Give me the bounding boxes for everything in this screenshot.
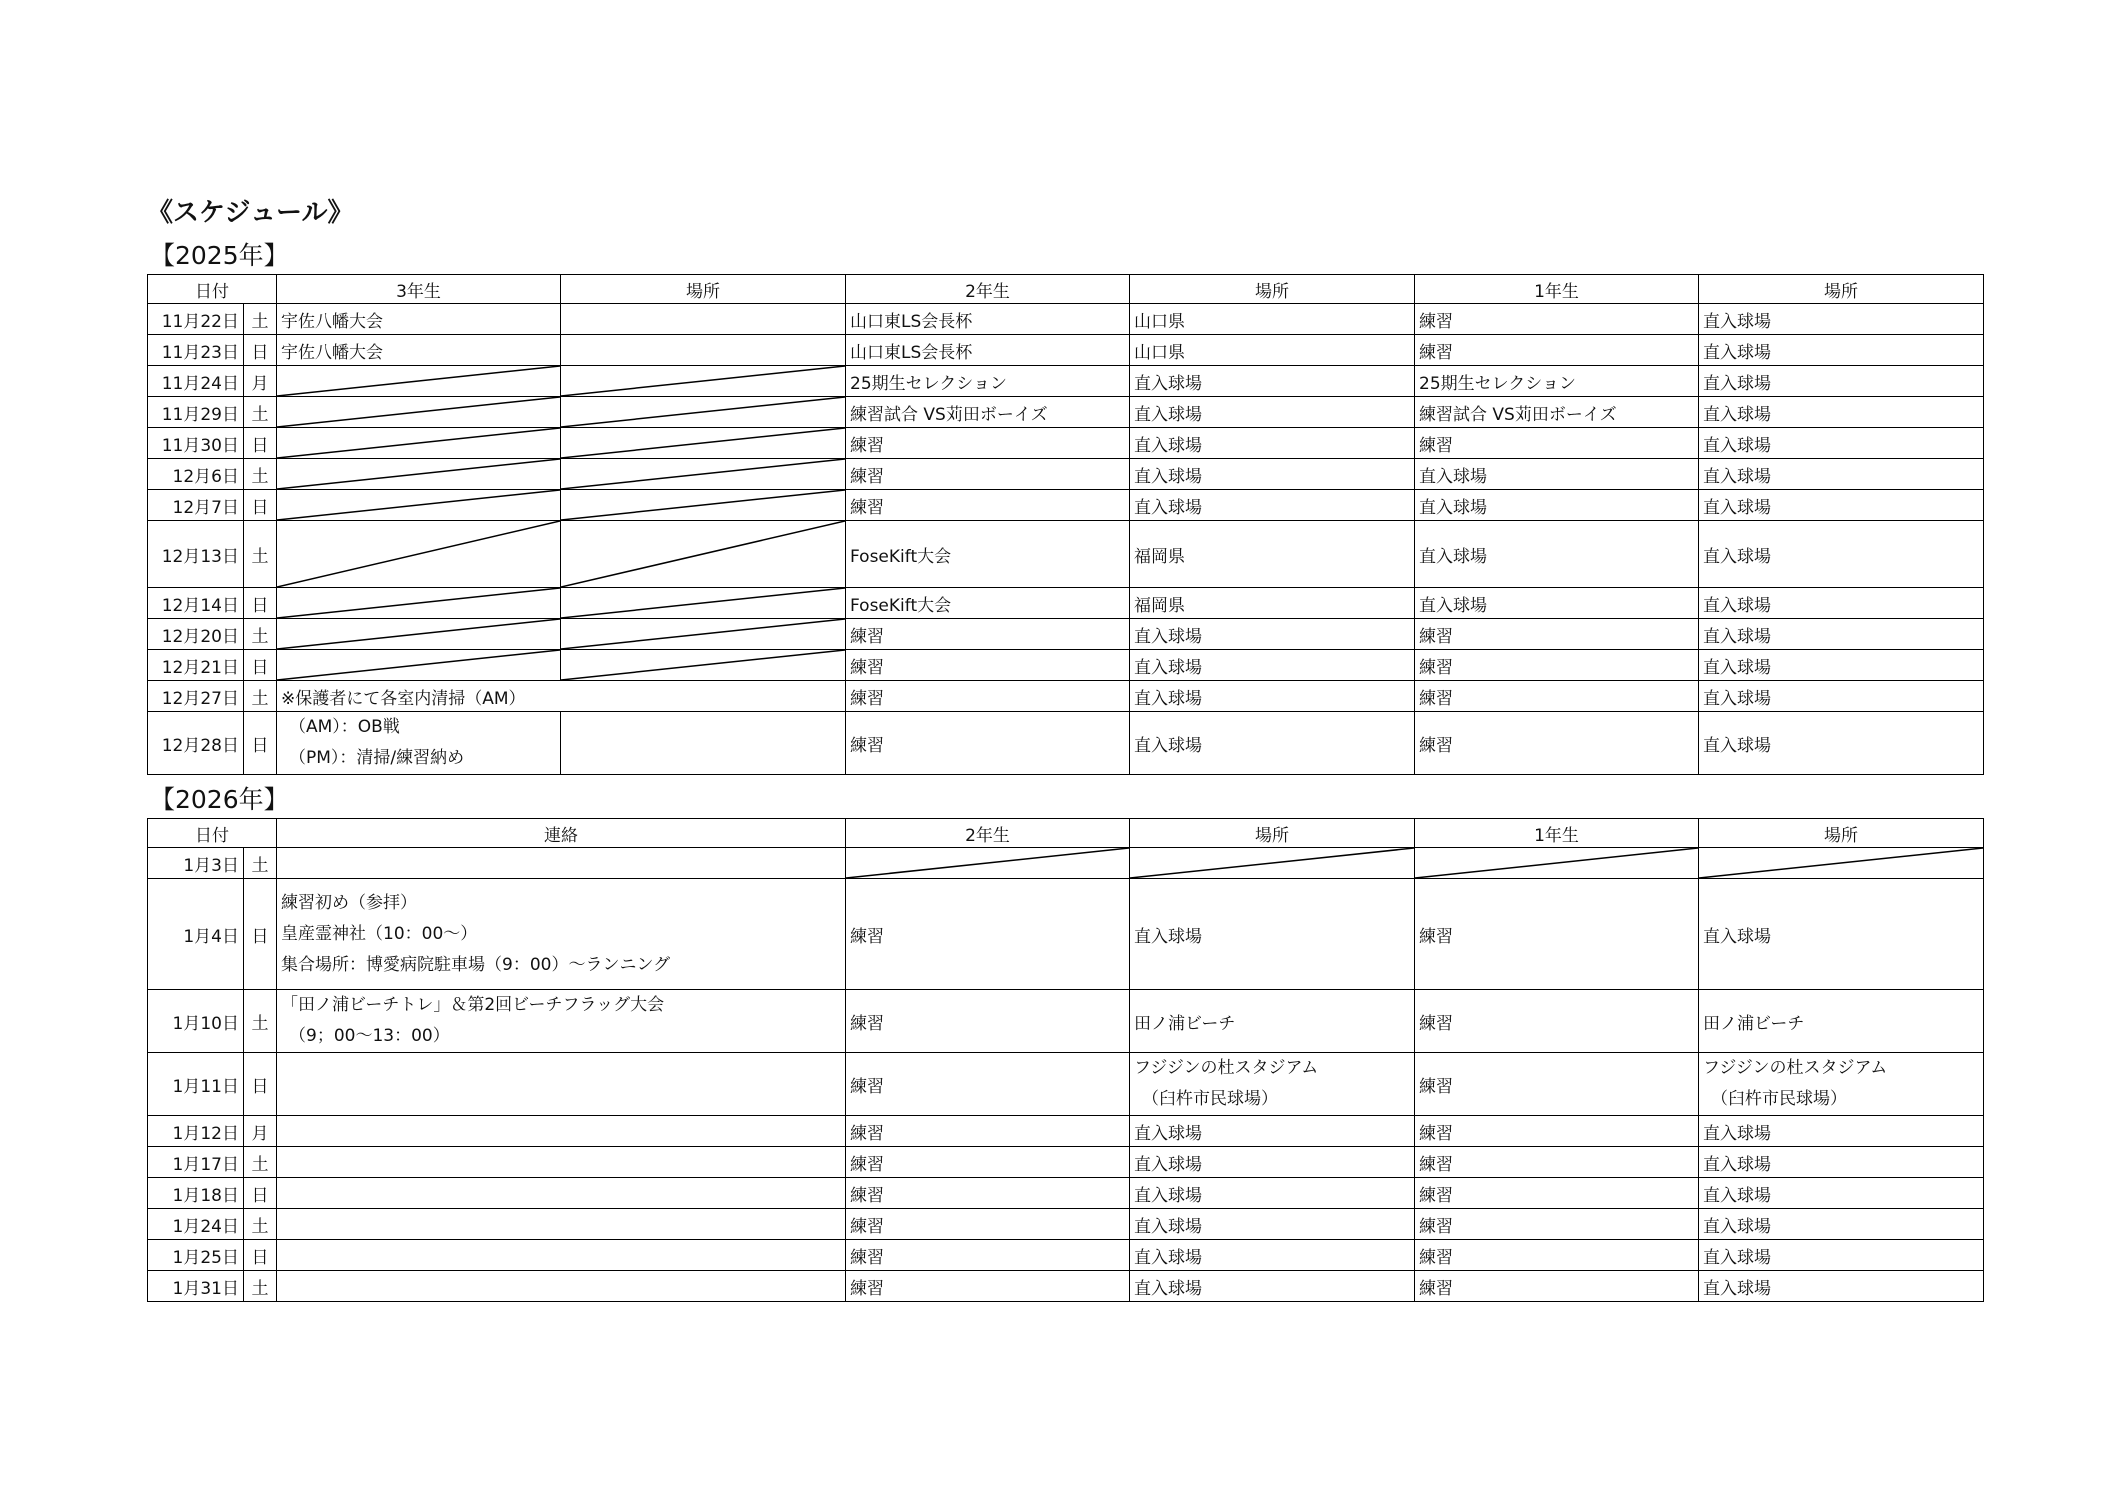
place-line: （臼杵市民球場） xyxy=(1711,1089,1847,1109)
grade2-cell: 練習 xyxy=(846,650,1130,681)
renraku-cell xyxy=(277,848,846,879)
grade2-cell: 練習 xyxy=(846,1240,1130,1271)
grade2-cell: 練習 xyxy=(846,681,1130,712)
table-row xyxy=(148,397,1984,428)
grade1-place-cell: 直入球場 xyxy=(1699,879,1984,990)
date-cell: 1月12日 xyxy=(148,1116,244,1147)
grade2-place-cell: 直入球場 xyxy=(1130,490,1415,521)
grade2-place-cell: 直入球場 xyxy=(1130,1147,1415,1178)
table-row xyxy=(148,521,1984,588)
grade2-place-cell: 直入球場 xyxy=(1130,1271,1415,1302)
date-cell: 12月14日 xyxy=(148,588,244,619)
grade2-place-cell: 直入球場 xyxy=(1130,712,1415,775)
grade2-place-cell: 直入球場 xyxy=(1130,1240,1415,1271)
grade1-cell: 練習試合 VS苅田ボーイズ xyxy=(1415,397,1699,428)
weekday-cell: 日 xyxy=(244,588,277,619)
date-cell: 12月28日 xyxy=(148,712,244,775)
date-cell: 12月20日 xyxy=(148,619,244,650)
grade1-cell: 直入球場 xyxy=(1415,490,1699,521)
grade1-cell: 直入球場 xyxy=(1415,521,1699,588)
date-cell: 11月30日 xyxy=(148,428,244,459)
grade1-place-cell: 直入球場 xyxy=(1699,588,1984,619)
grade3-place-cell xyxy=(561,712,846,775)
renraku-cell xyxy=(277,1240,846,1271)
renraku-cell xyxy=(277,990,846,1053)
grade1-place-cell: 直入球場 xyxy=(1699,397,1984,428)
renraku-cell xyxy=(277,879,846,990)
grade3-cell: 宇佐八幡大会 xyxy=(277,335,561,366)
grade1-place-cell: 直入球場 xyxy=(1699,619,1984,650)
renraku-line: 集合場所：博愛病院駐車場（9：00）〜ランニング xyxy=(281,954,671,975)
grade2-place-cell: 直入球場 xyxy=(1130,459,1415,490)
date-cell: 1月17日 xyxy=(148,1147,244,1178)
date-cell: 11月23日 xyxy=(148,335,244,366)
weekday-cell: 土 xyxy=(244,304,277,335)
date-cell: 1月4日 xyxy=(148,879,244,990)
header-date: 日付 xyxy=(148,275,277,304)
grade1-place-cell: 直入球場 xyxy=(1699,428,1984,459)
grade1-cell: 練習 xyxy=(1415,990,1699,1053)
renraku-cell xyxy=(277,1271,846,1302)
date-cell: 1月11日 xyxy=(148,1053,244,1116)
weekday-cell: 日 xyxy=(244,428,277,459)
grade2-place-cell: 山口県 xyxy=(1130,335,1415,366)
header-grade3: 3年生 xyxy=(277,275,561,304)
table-row xyxy=(148,588,1984,619)
slashed-empty-cell xyxy=(1415,848,1699,879)
date-cell: 1月25日 xyxy=(148,1240,244,1271)
grade1-place-cell: 直入球場 xyxy=(1699,335,1984,366)
grade1-place-cell: 直入球場 xyxy=(1699,650,1984,681)
slashed-empty-cell xyxy=(561,459,846,490)
grade2-cell: FoseKift大会 xyxy=(846,588,1130,619)
table-row xyxy=(148,428,1984,459)
grade2-cell: 練習 xyxy=(846,459,1130,490)
renraku-line: 「田ノ浦ビーチトレ」＆第2回ビーチフラッグ大会 xyxy=(281,995,665,1015)
header-place: 場所 xyxy=(561,275,846,304)
weekday-cell: 日 xyxy=(244,1053,277,1116)
slashed-empty-cell xyxy=(846,848,1130,879)
weekday-cell: 日 xyxy=(244,879,277,990)
grade2-cell: 練習 xyxy=(846,1209,1130,1240)
date-cell: 1月24日 xyxy=(148,1209,244,1240)
grade2-cell: 練習 xyxy=(846,619,1130,650)
grade2-place-cell: 直入球場 xyxy=(1130,879,1415,990)
header-grade2: 2年生 xyxy=(846,819,1130,848)
renraku-cell xyxy=(277,1053,846,1116)
table-row xyxy=(148,1209,1984,1240)
date-cell: 1月10日 xyxy=(148,990,244,1053)
slashed-empty-cell xyxy=(1130,848,1415,879)
grade2-place-cell: 山口県 xyxy=(1130,304,1415,335)
date-cell: 1月3日 xyxy=(148,848,244,879)
grade1-place-cell: 直入球場 xyxy=(1699,366,1984,397)
header-date: 日付 xyxy=(148,819,277,848)
grade2-cell: 練習 xyxy=(846,1271,1130,1302)
table-row xyxy=(148,1271,1984,1302)
slashed-empty-cell xyxy=(561,650,846,681)
weekday-cell: 土 xyxy=(244,681,277,712)
slashed-empty-cell xyxy=(277,650,561,681)
weekday-cell: 土 xyxy=(244,1147,277,1178)
slashed-empty-cell xyxy=(561,588,846,619)
table-row xyxy=(148,1116,1984,1147)
table-row xyxy=(148,304,1984,335)
schedule-table-2025 xyxy=(147,274,1984,775)
slashed-empty-cell xyxy=(1699,848,1984,879)
place-line: （臼杵市民球場） xyxy=(1142,1089,1278,1109)
date-cell: 12月27日 xyxy=(148,681,244,712)
grade2-cell: 練習 xyxy=(846,490,1130,521)
table-row xyxy=(148,990,1984,1053)
grade1-cell: 練習 xyxy=(1415,1053,1699,1116)
grade3-line: （PM）：清掃/練習納め xyxy=(289,748,465,768)
grade2-place-cell: 直入球場 xyxy=(1130,1178,1415,1209)
grade1-cell: 練習 xyxy=(1415,1240,1699,1271)
header-grade2: 2年生 xyxy=(846,275,1130,304)
weekday-cell: 日 xyxy=(244,1178,277,1209)
weekday-cell: 月 xyxy=(244,1116,277,1147)
note-cell: ※保護者にて各室内清掃（AM） xyxy=(277,681,846,712)
place-line: フジジンの杜スタジアム xyxy=(1134,1058,1319,1078)
grade2-cell: 練習 xyxy=(846,428,1130,459)
grade2-place-cell: 直入球場 xyxy=(1130,681,1415,712)
slashed-empty-cell xyxy=(277,397,561,428)
grade2-cell: 練習 xyxy=(846,879,1130,990)
table-header-row xyxy=(148,819,1984,848)
header-place: 場所 xyxy=(1130,819,1415,848)
grade1-cell: 直入球場 xyxy=(1415,588,1699,619)
slashed-empty-cell xyxy=(277,459,561,490)
slashed-empty-cell xyxy=(277,490,561,521)
weekday-cell: 土 xyxy=(244,1271,277,1302)
grade2-place-cell: 直入球場 xyxy=(1130,1209,1415,1240)
slashed-empty-cell xyxy=(561,619,846,650)
weekday-cell: 土 xyxy=(244,619,277,650)
grade1-place-cell: 直入球場 xyxy=(1699,459,1984,490)
grade1-place-cell: 直入球場 xyxy=(1699,1271,1984,1302)
grade3-place-cell xyxy=(561,304,846,335)
grade2-place-cell: 直入球場 xyxy=(1130,619,1415,650)
grade2-cell: FoseKift大会 xyxy=(846,521,1130,588)
slashed-empty-cell xyxy=(561,366,846,397)
grade2-cell: 練習 xyxy=(846,1178,1130,1209)
weekday-cell: 日 xyxy=(244,650,277,681)
page-title: 《スケジュール》 xyxy=(147,198,354,228)
place-line: フジジンの杜スタジアム xyxy=(1703,1058,1888,1078)
grade1-cell: 練習 xyxy=(1415,1209,1699,1240)
grade2-place-cell: 福岡県 xyxy=(1130,521,1415,588)
renraku-line: 練習初め（参拝） xyxy=(281,892,417,913)
table-row xyxy=(148,712,1984,775)
weekday-cell: 土 xyxy=(244,397,277,428)
grade1-place-cell: 直入球場 xyxy=(1699,490,1984,521)
weekday-cell: 土 xyxy=(244,990,277,1053)
slashed-empty-cell xyxy=(277,588,561,619)
grade1-place-cell: 直入球場 xyxy=(1699,1147,1984,1178)
grade1-place-cell: 直入球場 xyxy=(1699,712,1984,775)
grade1-cell: 練習 xyxy=(1415,1147,1699,1178)
grade1-cell: 25期生セレクション xyxy=(1415,366,1699,397)
weekday-cell: 日 xyxy=(244,712,277,775)
slashed-empty-cell xyxy=(561,397,846,428)
table-row xyxy=(148,459,1984,490)
grade2-cell: 山口東LS会長杯 xyxy=(846,304,1130,335)
slashed-empty-cell xyxy=(277,428,561,459)
grade2-cell: 練習 xyxy=(846,1116,1130,1147)
grade1-cell: 練習 xyxy=(1415,712,1699,775)
grade2-cell: 練習 xyxy=(846,990,1130,1053)
renraku-line: （9；00〜13：00） xyxy=(289,1026,450,1046)
table-row xyxy=(148,335,1984,366)
date-cell: 12月7日 xyxy=(148,490,244,521)
grade1-cell: 直入球場 xyxy=(1415,459,1699,490)
renraku-cell xyxy=(277,1178,846,1209)
grade1-cell: 練習 xyxy=(1415,428,1699,459)
grade1-cell: 練習 xyxy=(1415,335,1699,366)
table-row xyxy=(148,366,1984,397)
grade2-cell: 25期生セレクション xyxy=(846,366,1130,397)
weekday-cell: 日 xyxy=(244,1240,277,1271)
table-header-row xyxy=(148,275,1984,304)
weekday-cell: 土 xyxy=(244,848,277,879)
grade2-place-cell: 直入球場 xyxy=(1130,366,1415,397)
grade2-cell: 練習 xyxy=(846,1147,1130,1178)
renraku-cell xyxy=(277,1116,846,1147)
grade3-cell xyxy=(277,712,561,775)
grade2-place-cell: 直入球場 xyxy=(1130,1116,1415,1147)
grade2-place-cell: 直入球場 xyxy=(1130,428,1415,459)
date-cell: 11月29日 xyxy=(148,397,244,428)
grade1-cell: 練習 xyxy=(1415,650,1699,681)
slashed-empty-cell xyxy=(561,490,846,521)
year-2026-heading: 【2026年】 xyxy=(150,785,289,814)
table-row xyxy=(148,650,1984,681)
grade1-cell: 練習 xyxy=(1415,1271,1699,1302)
weekday-cell: 土 xyxy=(244,1209,277,1240)
table-row xyxy=(148,619,1984,650)
header-place: 場所 xyxy=(1699,275,1984,304)
grade1-place-cell: 直入球場 xyxy=(1699,521,1984,588)
grade1-cell: 練習 xyxy=(1415,1178,1699,1209)
grade1-place-cell: 直入球場 xyxy=(1699,1240,1984,1271)
grade2-place-cell: 田ノ浦ビーチ xyxy=(1130,990,1415,1053)
renraku-line: 皇産霊神社（10：00〜） xyxy=(281,923,478,944)
header-place: 場所 xyxy=(1130,275,1415,304)
weekday-cell: 日 xyxy=(244,490,277,521)
weekday-cell: 土 xyxy=(244,459,277,490)
grade2-place-cell xyxy=(1130,1053,1415,1116)
grade1-place-cell: 直入球場 xyxy=(1699,1178,1984,1209)
date-cell: 12月13日 xyxy=(148,521,244,588)
grade2-place-cell: 直入球場 xyxy=(1130,650,1415,681)
date-cell: 12月21日 xyxy=(148,650,244,681)
grade3-place-cell xyxy=(561,335,846,366)
table-row xyxy=(148,879,1984,990)
date-cell: 1月18日 xyxy=(148,1178,244,1209)
slashed-empty-cell xyxy=(277,619,561,650)
table-row xyxy=(148,1240,1984,1271)
grade1-cell: 練習 xyxy=(1415,681,1699,712)
header-grade1: 1年生 xyxy=(1415,275,1699,304)
grade2-cell: 山口東LS会長杯 xyxy=(846,335,1130,366)
grade1-place-cell: 田ノ浦ビーチ xyxy=(1699,990,1984,1053)
year-2025-heading: 【2025年】 xyxy=(150,241,289,270)
date-cell: 12月6日 xyxy=(148,459,244,490)
grade3-cell: 宇佐八幡大会 xyxy=(277,304,561,335)
table-row xyxy=(148,681,1984,712)
grade1-place-cell: 直入球場 xyxy=(1699,1209,1984,1240)
table-row xyxy=(148,1147,1984,1178)
grade1-cell: 練習 xyxy=(1415,304,1699,335)
slashed-empty-cell xyxy=(277,521,561,588)
grade2-cell: 練習 xyxy=(846,1053,1130,1116)
grade2-cell: 練習 xyxy=(846,712,1130,775)
date-cell: 11月24日 xyxy=(148,366,244,397)
grade2-place-cell: 福岡県 xyxy=(1130,588,1415,619)
grade1-cell: 練習 xyxy=(1415,619,1699,650)
date-cell: 11月22日 xyxy=(148,304,244,335)
date-cell: 1月31日 xyxy=(148,1271,244,1302)
grade1-place-cell: 直入球場 xyxy=(1699,1116,1984,1147)
table-row xyxy=(148,1053,1984,1116)
header-renraku: 連絡 xyxy=(277,819,846,848)
header-place: 場所 xyxy=(1699,819,1984,848)
table-row xyxy=(148,848,1984,879)
slashed-empty-cell xyxy=(277,366,561,397)
weekday-cell: 日 xyxy=(244,335,277,366)
renraku-cell xyxy=(277,1147,846,1178)
grade2-place-cell: 直入球場 xyxy=(1130,397,1415,428)
grade1-place-cell: 直入球場 xyxy=(1699,681,1984,712)
renraku-cell xyxy=(277,1209,846,1240)
header-grade1: 1年生 xyxy=(1415,819,1699,848)
grade1-place-cell xyxy=(1699,1053,1984,1116)
schedule-table-2026 xyxy=(147,818,1984,1302)
grade3-line: （AM）：OB戦 xyxy=(289,717,400,737)
grade1-cell: 練習 xyxy=(1415,1116,1699,1147)
table-row xyxy=(148,490,1984,521)
grade1-place-cell: 直入球場 xyxy=(1699,304,1984,335)
table-row xyxy=(148,1178,1984,1209)
weekday-cell: 月 xyxy=(244,366,277,397)
weekday-cell: 土 xyxy=(244,521,277,588)
slashed-empty-cell xyxy=(561,521,846,588)
grade2-cell: 練習試合 VS苅田ボーイズ xyxy=(846,397,1130,428)
grade1-cell: 練習 xyxy=(1415,879,1699,990)
slashed-empty-cell xyxy=(561,428,846,459)
